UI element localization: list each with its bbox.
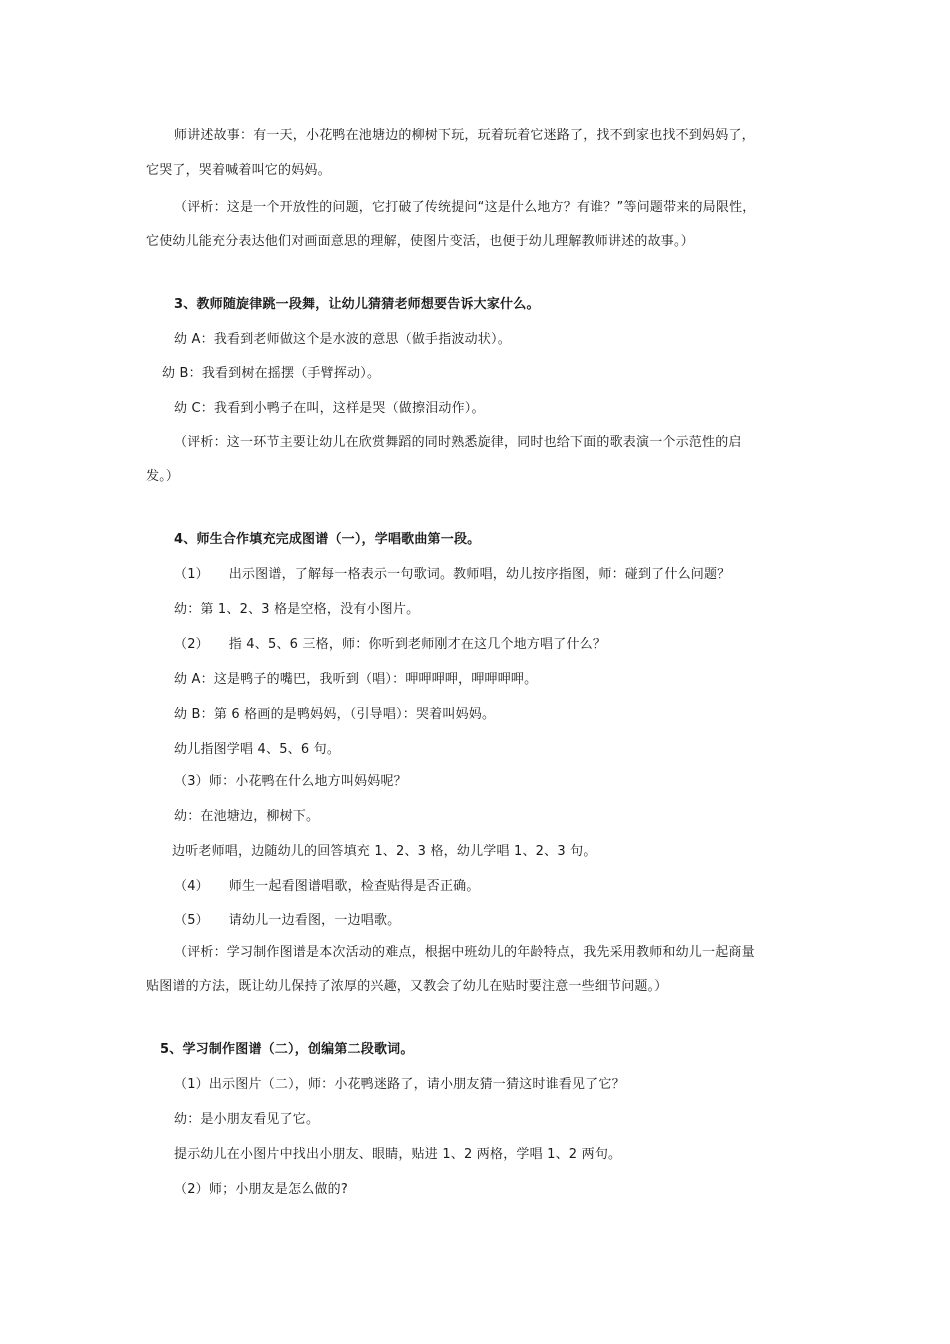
section-4-step-2-child-b: 幼 B：第 6 格画的是鸭妈妈，（引导唱）：哭着叫妈妈。 xyxy=(174,707,496,722)
section-4-step-2: （2） 指 4、5、6 三格，师：你听到老师刚才在这几个地方唱了什么？ xyxy=(174,637,607,652)
section-3-child-c: 幼 C：我看到小鸭子在叫，这样是哭（做擦泪动作）。 xyxy=(174,401,485,416)
section-5-step-1-hint: 提示幼儿在小图片中找出小朋友、眼睛，贴进 1、2 两格，学唱 1、2 两句。 xyxy=(174,1147,622,1162)
section-4-step-1-answer: 幼：第 1、2、3 格是空格，没有小图片。 xyxy=(174,602,420,617)
section-4-step-2-child-a: 幼 A：这是鸭子的嘴巴，我听到（唱）：呷呷呷呷，呷呷呷呷。 xyxy=(174,672,538,687)
comment-paragraph-1-line-1: （评析：这是一个开放性的问题，它打破了传统提问“这是什么地方？有谁？”等问题带来的局限性， xyxy=(174,200,756,215)
section-4-step-3-fill: 边听老师唱，边随幼儿的回答填充 1、2、3 格，幼儿学唱 1、2、3 句。 xyxy=(172,844,597,859)
section-4-step-2-practice: 幼儿指图学唱 4、5、6 句。 xyxy=(174,742,341,757)
section-4-heading: 4、师生合作填充完成图谱（一），学唱歌曲第一段。 xyxy=(174,532,481,547)
section-3-comment-line-1: （评析：这一环节主要让幼儿在欣赏舞蹈的同时熟悉旋律，同时也给下面的歌表演一个示范性的启 xyxy=(174,435,742,450)
section-4-step-5: （5） 请幼儿一边看图，一边唱歌。 xyxy=(174,913,401,928)
section-4-step-3-answer: 幼：在池塘边，柳树下。 xyxy=(174,809,320,824)
section-5-step-2: （2）师；小朋友是怎么做的? xyxy=(174,1182,348,1197)
section-5-heading: 5、学习制作图谱（二），创编第二段歌词。 xyxy=(160,1042,414,1057)
section-5-step-1-answer: 幼：是小朋友看见了它。 xyxy=(174,1112,320,1127)
section-3-child-a: 幼 A：我看到老师做这个是水波的意思（做手指波动状）。 xyxy=(174,332,511,347)
story-paragraph-line-2: 它哭了，哭着喊着叫它的妈妈。 xyxy=(146,163,331,178)
story-paragraph-line-1: 师讲述故事：有一天，小花鸭在池塘边的柳树下玩，玩着玩着它迷路了，找不到家也找不到妈妈了， xyxy=(174,128,755,143)
section-4-step-3: （3）师：小花鸭在什么地方叫妈妈呢？ xyxy=(174,774,407,789)
section-4-comment-line-1: （评析：学习制作图谱是本次活动的难点，根据中班幼儿的年龄特点，我先采用教师和幼儿一起商量 xyxy=(174,945,755,960)
section-4-comment-line-2: 贴图谱的方法，既让幼儿保持了浓厚的兴趣，又教会了幼儿在贴时要注意一些细节问题。） xyxy=(146,979,668,994)
section-3-child-b: 幼 B：我看到树在摇摆（手臂挥动）。 xyxy=(162,366,381,381)
section-5-step-1: （1）出示图片（二），师：小花鸭迷路了，请小朋友猜一猜这时谁看见了它？ xyxy=(174,1077,625,1092)
section-3-heading: 3、教师随旋律跳一段舞，让幼儿猜猜老师想要告诉大家什么。 xyxy=(174,297,540,312)
section-4-step-1: （1） 出示图谱，了解每一格表示一句歌词。教师唱，幼儿按序指图，师：碰到了什么问题？ xyxy=(174,567,731,582)
section-4-step-4: （4） 师生一起看图谱唱歌，检查贴得是否正确。 xyxy=(174,879,480,894)
section-3-comment-line-2: 发。） xyxy=(146,469,180,484)
comment-paragraph-1-line-2: 它使幼儿能充分表达他们对画面意思的理解，使图片变活，也便于幼儿理解教师讲述的故事。） xyxy=(146,234,694,249)
